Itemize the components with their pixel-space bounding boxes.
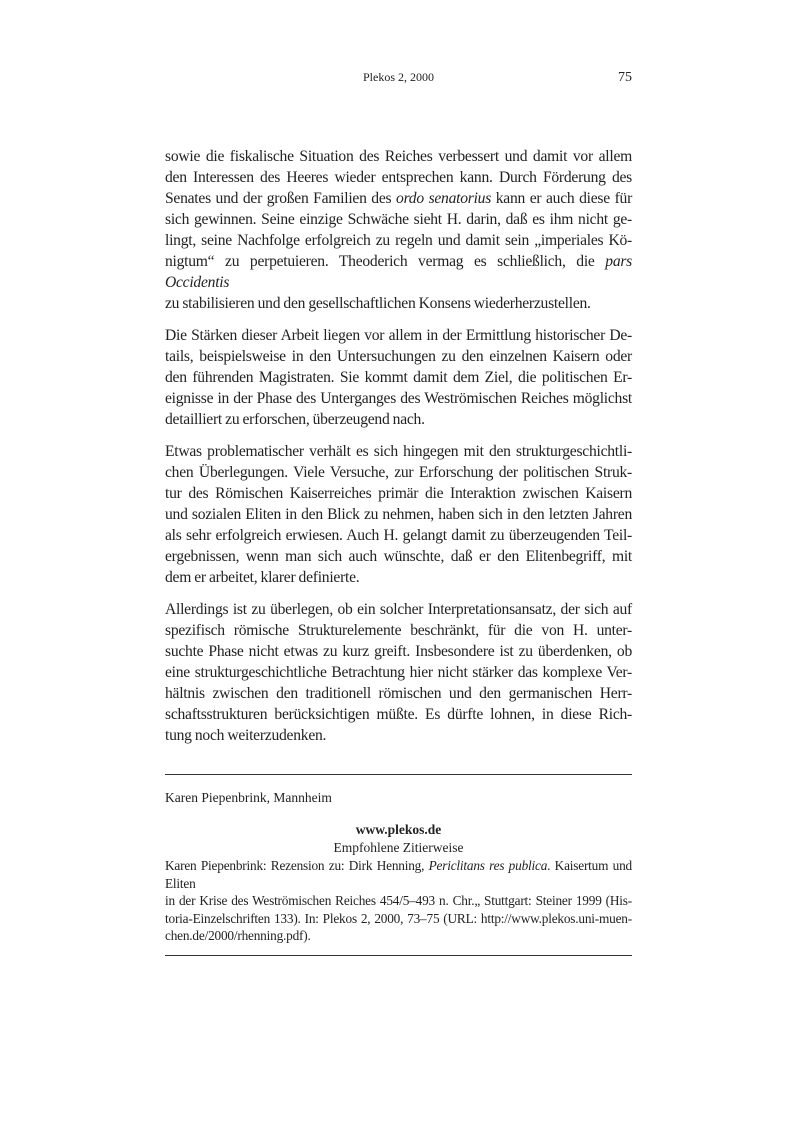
text-line bbox=[165, 441, 632, 462]
divider-bottom bbox=[165, 955, 632, 956]
text-line bbox=[165, 927, 632, 945]
website-link[interactable]: www.plekos.de bbox=[355, 822, 442, 837]
paragraph bbox=[165, 599, 632, 746]
text-line bbox=[165, 525, 632, 546]
text-line bbox=[165, 167, 632, 188]
text-segment: tur des Römischen Kaiserreiches primär die Interaktion zwischen Kaisern bbox=[165, 485, 632, 502]
text-segment: den führenden Magistraten. Sie kommt damit dem Ziel, die politischen Er- bbox=[165, 369, 632, 386]
text-line bbox=[165, 209, 632, 230]
text-segment: toria-Einzelschriften 133). In: Plekos 2, 2000, 73–75 (URL: http://www.plekos.uni-muen- bbox=[165, 910, 632, 926]
text-line bbox=[165, 483, 632, 504]
text-line bbox=[165, 641, 632, 662]
text-line bbox=[165, 462, 632, 483]
text-segment: kann er auch diese für bbox=[491, 190, 633, 207]
text-segment: Allerdings ist zu überlegen, ob ein solcher Interpretationsansatz, der sich auf bbox=[165, 601, 632, 618]
text-line bbox=[165, 409, 632, 430]
text-line bbox=[165, 325, 632, 346]
text-segment: nigtum“ zu perpetuieren. Theoderich vermag es schließlich, die bbox=[165, 253, 606, 270]
text-segment: dem er arbeitet, klarer definierte. bbox=[165, 569, 360, 586]
text-line bbox=[165, 567, 632, 588]
text-line bbox=[165, 251, 632, 293]
text-line bbox=[165, 620, 632, 641]
text-segment: chen Überlegungen. Viele Versuche, zur Erforschung der politischen Struk- bbox=[165, 464, 632, 481]
text-line bbox=[165, 293, 632, 314]
paragraph bbox=[165, 441, 632, 588]
text-line bbox=[165, 910, 632, 928]
journal-title: Plekos 2, 2000 bbox=[362, 70, 434, 84]
citation-heading: Empfohlene Zitierweise bbox=[333, 840, 464, 855]
text-segment: sowie die fiskalische Situation des Reiches verbessert und damit vor allem bbox=[165, 148, 632, 165]
text-segment: Karen Piepenbrink: Rezension zu: Dirk Henning, bbox=[165, 858, 429, 873]
text-line bbox=[165, 346, 632, 367]
text-line bbox=[165, 704, 632, 725]
text-segment: als sehr erfolgreich erwiesen. Auch H. gelangt damit zu überzeugenden Teil- bbox=[165, 527, 632, 544]
divider-top bbox=[165, 774, 632, 775]
text-segment: und sozialen Eliten in den Blick zu nehmen, haben sich in den letzten Jahren bbox=[165, 506, 632, 523]
text-segment: . Kaisertum und Eliten bbox=[165, 858, 632, 891]
running-header bbox=[165, 70, 632, 90]
text-line bbox=[165, 367, 632, 388]
text-line bbox=[165, 857, 632, 892]
text-segment: zu stabilisieren und den gesellschaftlichen Konsens wiederherzustellen. bbox=[165, 295, 591, 312]
text-segment: den Interessen des Heeres wieder entsprechen kann. Durch Förderung des bbox=[165, 169, 632, 186]
text-line bbox=[165, 504, 632, 525]
text-line bbox=[165, 188, 632, 209]
page-number: 75 bbox=[617, 70, 632, 85]
review-author: Karen Piepenbrink, Mannheim bbox=[165, 790, 332, 805]
text-line bbox=[165, 546, 632, 567]
text-segment: in der Krise des Weströmischen Reiches 454/5–493 n. Chr.„ Stuttgart: Steiner 1999 (His- bbox=[165, 893, 632, 908]
text-segment: eine strukturgeschichtliche Betrachtung hier nicht stärker das komplexe Ver- bbox=[165, 664, 632, 681]
text-segment: hältnis zwischen den traditionell römischen und den germanischen Herr- bbox=[165, 685, 632, 702]
text-segment: tung noch weiterzudenken. bbox=[165, 727, 327, 744]
text-segment: tails, beispielsweise in den Untersuchungen zu den einzelnen Kaisern oder bbox=[165, 348, 632, 365]
text-segment: Etwas problematischer verhält es sich hingegen mit den strukturgeschichtli- bbox=[165, 443, 632, 460]
text-segment: schaftsstrukturen berücksichtigen müßte. Es dürfte lohnen, in diese Rich- bbox=[165, 706, 632, 723]
document-page bbox=[165, 0, 632, 956]
text-line bbox=[165, 599, 632, 620]
text-segment: Senates und der großen Familien des bbox=[165, 190, 397, 207]
text-segment: sich gewinnen. Seine einzige Schwäche sieht H. darin, daß es ihm nicht ge- bbox=[165, 211, 632, 228]
italic-text: pars Occidentis bbox=[165, 253, 632, 291]
text-line bbox=[165, 230, 632, 251]
text-segment: lingt, seine Nachfolge erfolgreich zu regeln und damit sein „imperiales Kö- bbox=[165, 232, 632, 249]
text-line bbox=[165, 892, 632, 910]
italic-text: ordo senatorius bbox=[396, 190, 492, 207]
text-segment: eignisse in der Phase des Unterganges des Weströmischen Reiches möglichst bbox=[165, 390, 632, 407]
text-segment: chen.de/2000/rhenning.pdf). bbox=[165, 928, 311, 943]
text-line bbox=[165, 388, 632, 409]
citation-text bbox=[165, 857, 632, 945]
review-body bbox=[165, 146, 632, 746]
text-segment: detailliert zu erforschen, überzeugend nach. bbox=[165, 411, 425, 428]
text-segment: ergebnissen, wenn man sich auch wünschte, daß er den Elitenbegriff, mit bbox=[165, 548, 632, 565]
text-line bbox=[165, 146, 632, 167]
text-line bbox=[165, 683, 632, 704]
paragraph bbox=[165, 325, 632, 430]
italic-text: Periclitans res publica bbox=[428, 858, 548, 873]
text-segment: Die Stärken dieser Arbeit liegen vor allem in der Ermittlung historischer De- bbox=[165, 327, 632, 344]
text-segment: spezifisch römische Strukturelemente beschränkt, für die von H. unter- bbox=[165, 622, 632, 639]
text-line bbox=[165, 662, 632, 683]
text-segment: suchte Phase nicht etwas zu kurz greift. Insbesondere ist zu überdenken, ob bbox=[165, 643, 632, 660]
text-line bbox=[165, 725, 632, 746]
paragraph bbox=[165, 146, 632, 314]
